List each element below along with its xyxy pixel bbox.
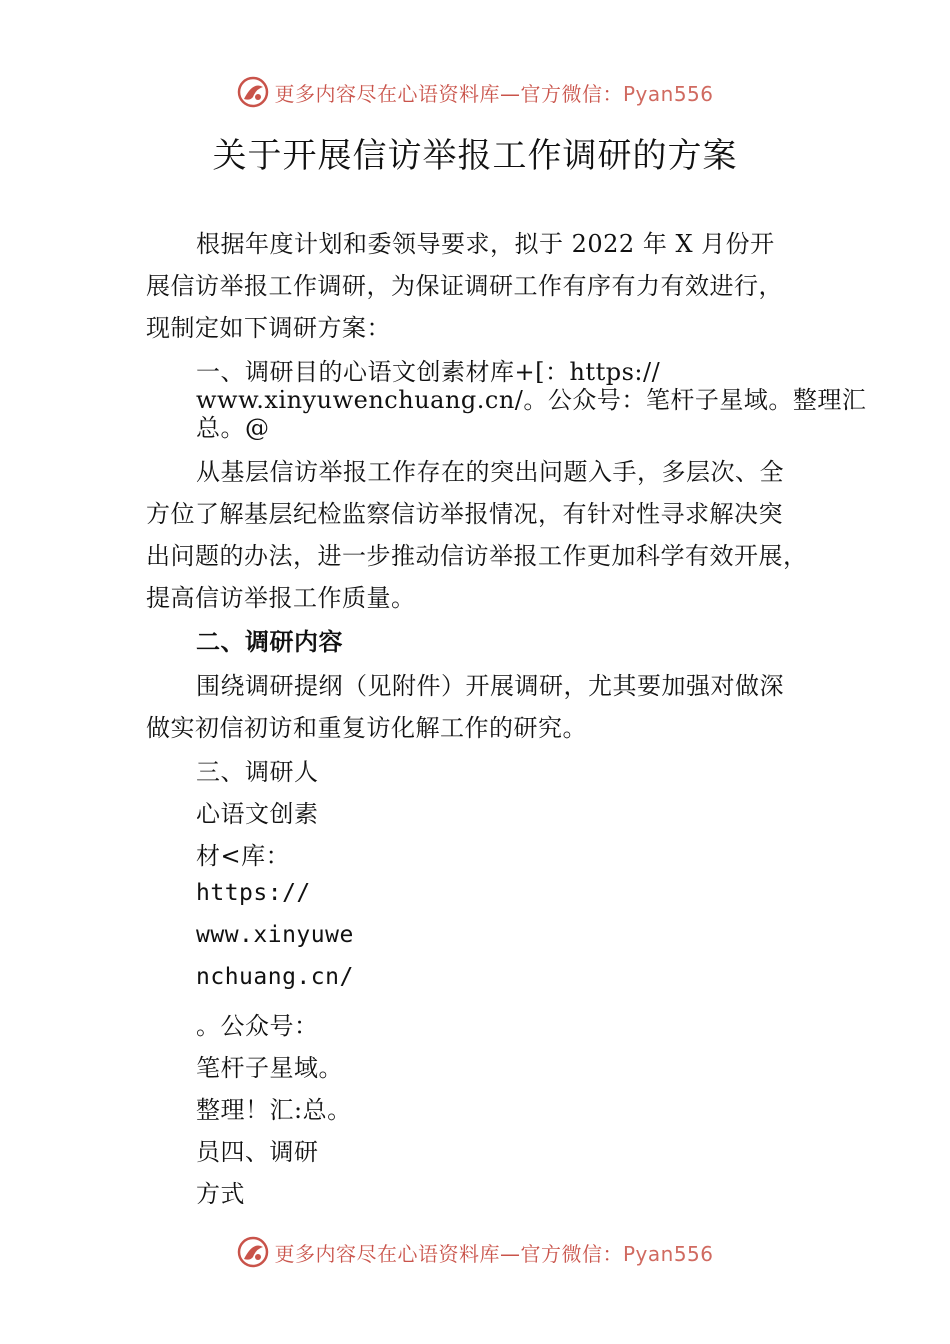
section1-line-3: 总。@ xyxy=(196,414,270,442)
section3-line-5: www.xinyuwe xyxy=(196,922,354,948)
banner-text xyxy=(274,1238,713,1267)
section3-line-6: nchuang.cn/ xyxy=(196,964,354,990)
intro-line-1: 根据年度计划和委领导要求，拟于 2022 年 X 月份开 xyxy=(196,230,775,258)
purpose-line-4: 提高信访举报工作质量。 xyxy=(146,584,416,612)
intro-line-3: 现制定如下调研方案： xyxy=(146,314,391,342)
purpose-line-1: 从基层信访举报工作存在的突出问题入手，多层次、全 xyxy=(196,458,784,486)
section1-line-1: 一、调研目的心语文创素材库+[：https:// xyxy=(196,358,661,386)
purpose-line-2: 方位了解基层纪检监察信访举报情况，有针对性寻求解决突 xyxy=(146,500,783,528)
section3-line-4: https:// xyxy=(196,880,311,906)
section3-line-7: 。公众号： xyxy=(196,1012,319,1040)
intro-line-2: 展信访举报工作调研，为保证调研工作有序有力有效进行， xyxy=(146,272,783,300)
footer-banner xyxy=(0,1232,950,1272)
logo-icon xyxy=(236,75,270,109)
section1-line-2: www.xinyuwenchuang.cn/。公众号：笔杆子星域。整理汇 xyxy=(196,386,867,414)
header-banner xyxy=(0,72,950,112)
section3-line-11: 方式 xyxy=(196,1180,245,1208)
section3-line-9: 整理！汇:总。 xyxy=(196,1096,352,1124)
section3-line-2: 心语文创素 xyxy=(196,800,319,828)
section3-line-8: 笔杆子星域。 xyxy=(196,1054,343,1082)
section3-line-3: 材<库： xyxy=(196,842,291,870)
purpose-line-3: 出问题的办法，进一步推动信访举报工作更加科学有效开展， xyxy=(146,542,808,570)
section3-line-10: 员四、调研 xyxy=(196,1138,319,1166)
banner-wechat-id: Pyan556 xyxy=(622,81,714,106)
section2-heading: 二、调研内容 xyxy=(196,628,343,656)
banner-label: 更多内容尽在心语资料库—官方微信： xyxy=(274,1241,623,1266)
banner-wechat-id: Pyan556 xyxy=(622,1241,714,1266)
document-title: 关于开展信访举报工作调研的方案 xyxy=(212,136,738,176)
banner-label: 更多内容尽在心语资料库—官方微信： xyxy=(274,81,623,106)
section3-line-1: 三、调研人 xyxy=(196,758,319,786)
banner-text xyxy=(274,78,713,107)
section2-line-1: 围绕调研提纲（见附件）开展调研，尤其要加强对做深 xyxy=(196,672,784,700)
section2-line-2: 做实初信初访和重复访化解工作的研究。 xyxy=(146,714,587,742)
logo-icon xyxy=(236,1235,270,1269)
